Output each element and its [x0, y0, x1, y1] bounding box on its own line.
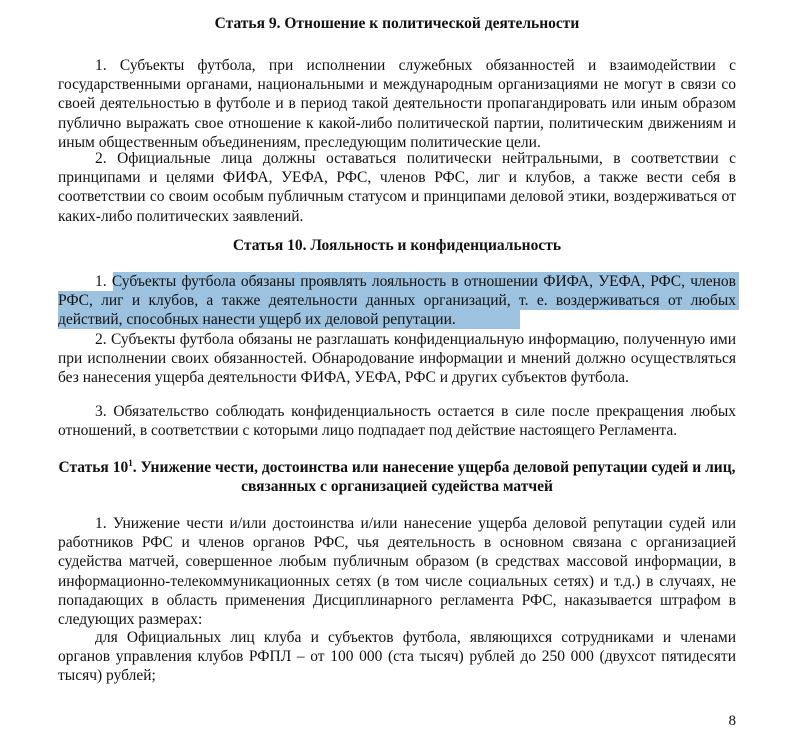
article-10-paragraph-3: 3. Обязательство соблюдать конфиденциальность остается в силе после прекращения любых отношений, в соответствии с которыми лицо подпадает под действие настоящего Регламента.: [58, 403, 736, 440]
article-10-1-title-prefix: Статья 10: [58, 459, 129, 476]
page-number: 8: [728, 713, 736, 729]
article-10-paragraph-1[interactable]: 1. Субъекты футбола обязаны проявлять лояльность в отношении ФИФА, УЕФА, РФС, членов РФС, лиг и клубов, а также деятельности данных организаций, т. е. воздерживаться от любых действий, способных нанести ущерб их деловой репутации.: [58, 273, 736, 329]
article-9-title: Статья 9. Отношение к политической деятельности: [214, 15, 580, 32]
article-10-1-title-rest: . Унижение чести, достоинства или нанесение ущерба деловой репутации судей и лиц, связанных с организацией судейства матчей: [132, 459, 736, 496]
article-10-1-paragraph-1: 1. Унижение чести и/или достоинства и/или нанесение ущерба деловой репутации судей или работников РФС и членов органов РФС, чья деятельность в основном связана с организацией судейства матчей, совершенное любым публичным образом (в средствах массовой информации, в информационно-телекоммуникационных сетях (в том числе социальных сетях) и т.д.) в случаях, не попадающих в область применения Дисциплинарного регламента РФС, наказывается штрафом в следующих размерах:: [58, 515, 736, 629]
article-10-paragraph-2: 2. Субъекты футбола обязаны не разглашать конфиденциальную информацию, полученную ими при исполнении своих обязанностей. Обнародование информации и мнений должно осуществляться без нанесения ущерба деятельности ФИФА, УЕФА, РФС и других субъектов футбола.: [58, 331, 736, 387]
article-10-1-paragraph-2: для Официальных лиц клуба и субъектов футбола, являющихся сотрудниками и членами органов управления клубов РФПЛ – от 100 000 (ста тысяч) рублей до 250 000 (двухсот пятидесяти тысяч) рублей;: [58, 629, 736, 685]
article-9-paragraph-2: 2. Официальные лица должны оставаться политически нейтральными, в соответствии с принципами и целями ФИФА, УЕФА, РФС, членов РФС, лиг и клубов, а также вести себя в соответствии со своим особым публичным статусом и принципами деловой этики, воздерживаться от каких-либо политических заявлений.: [58, 150, 736, 225]
article-9-paragraph-1: 1. Субъекты футбола, при исполнении служебных обязанностей и взаимодействии с государственными органами, национальными и международным организациями не могут в связи со своей деятельностью в футболе и в период такой деятельности пропагандировать или иным образом публично выражать свое отношение к какой-либо политической партии, политическим движениям и иным общественным объединениям, преследующим политические цели.: [58, 57, 736, 151]
article-10-1-title-superscript: 1: [128, 457, 133, 468]
article-10-1-title: [58, 458, 736, 496]
article-10-title: Статья 10. Лояльность и конфиденциальность: [232, 237, 562, 254]
